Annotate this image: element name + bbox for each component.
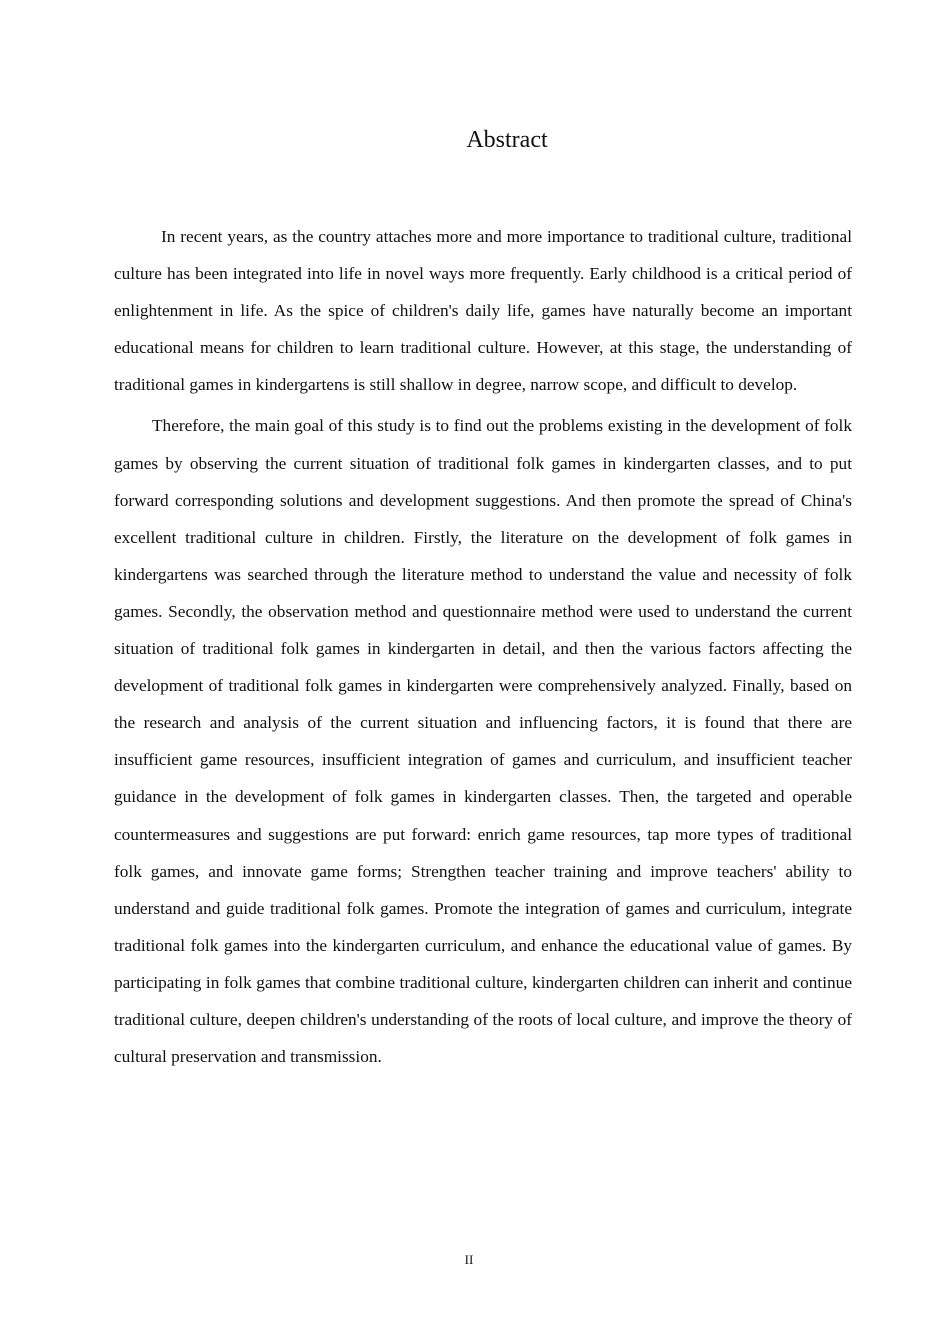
page-number: II [464, 1252, 474, 1267]
page-title: Abstract [466, 127, 548, 153]
abstract-paragraph-2: Therefore, the main goal of this study is to find out the problems existing in the development of folk games by observing the current situation of traditional folk games in kindergarten classes, and to put forward corresponding solutions and development suggestions. And then promote the spread of China's excellent traditional culture in children. Firstly, the literature on the development of folk games in kindergartens was searched through the literature method to understand the value and necessity of folk games. Secondly, the observation method and questionnaire method were used to understand the current situation of traditional folk games in kindergarten in detail, and then the various factors affecting the development of traditional folk games in kindergarten were comprehensively analyzed. Finally, based on the research and analysis of the current situation and influencing factors, it is found that there are insufficient game resources, insufficient integration of games and curriculum, and insufficient teacher guidance in the development of folk games in kindergarten classes. Then, the targeted and operable countermeasures and suggestions are put forward: enrich game resources, tap more types of traditional folk games, and innovate game forms; Strengthen teacher training and improve teachers' ability to understand and guide traditional folk games. Promote the integration of games and curriculum, integrate traditional folk games into the kindergarten curriculum, and enhance the educational value of games. By participating in folk games that combine traditional culture, kindergarten children can inherit and continue traditional culture, deepen children's understanding of the roots of local culture, and improve the theory of cultural preservation and transmission. [114, 416, 852, 1067]
abstract-paragraph-1: In recent years, as the country attaches more and more importance to traditional culture, traditional culture has been integrated into life in novel ways more frequently. Early childhood is a critical period of enlightenment in life. As the spice of children's daily life, games have naturally become an important educational means for children to learn traditional culture. However, at this stage, the understanding of traditional games in kindergartens is still shallow in degree, narrow scope, and difficult to develop. [114, 227, 852, 395]
abstract-body [114, 218, 852, 1075]
